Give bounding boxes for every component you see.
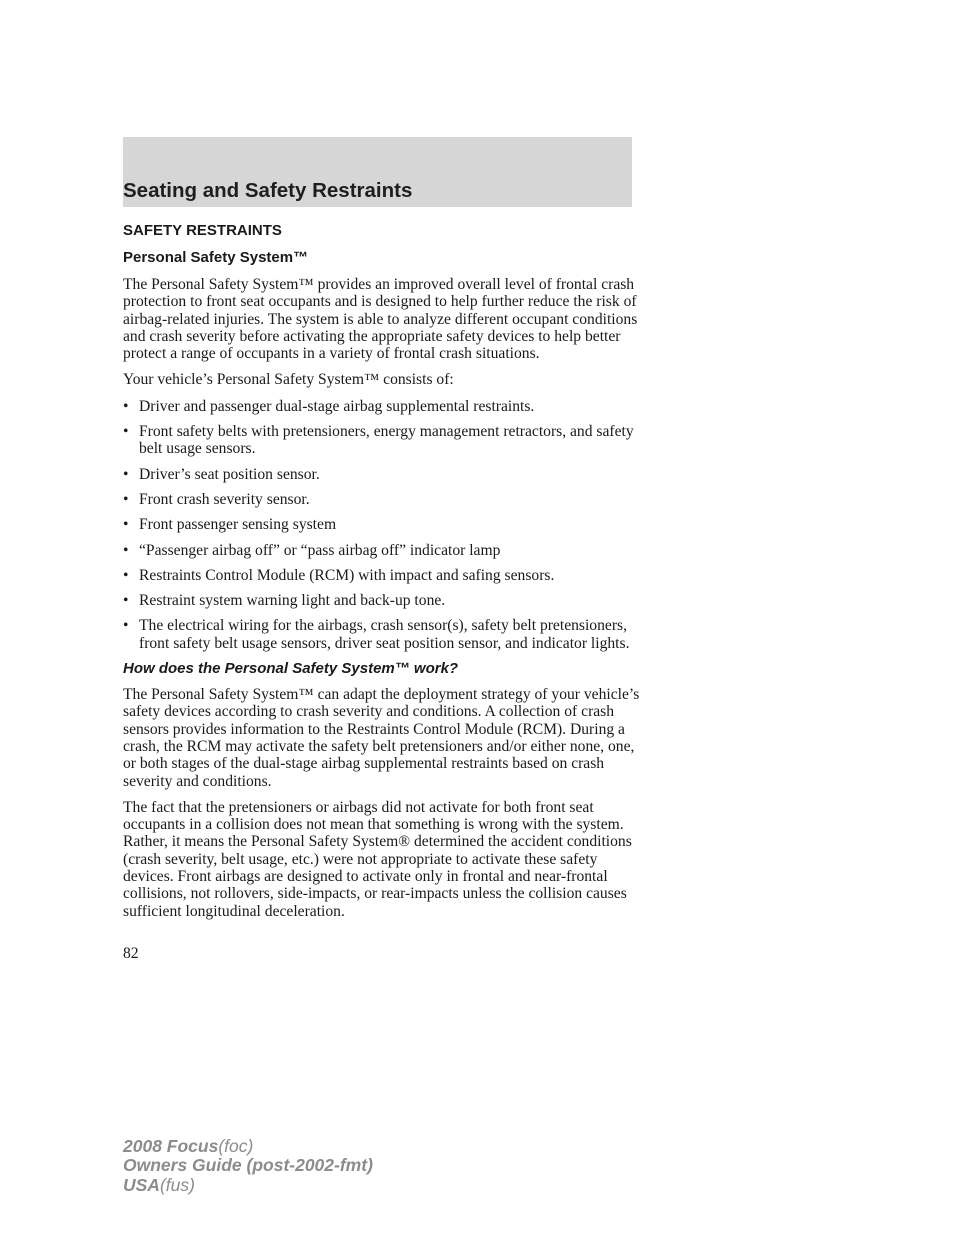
bullet-glyph: •	[123, 397, 129, 415]
bullet-glyph: •	[123, 566, 129, 584]
list-item	[123, 398, 643, 415]
list-item	[123, 466, 643, 483]
footer-guide: Owners Guide (post-2002-fmt)	[123, 1155, 373, 1176]
footer-line-model	[123, 1137, 373, 1156]
list-item-text: Driver’s seat position sensor.	[139, 465, 320, 483]
list-item-text: “Passenger airbag off” or “pass airbag off” indicator lamp	[139, 541, 501, 559]
list-item	[123, 567, 643, 584]
list-item-text: Front safety belts with pretensioners, energy management retractors, and safety belt usage sensors.	[139, 423, 634, 458]
intro-paragraph: The Personal Safety System™ provides an improved overall level of frontal crash protection to front seat occupants and is designed to help further reduce the risk of airbag-related injuries. The system is able to analyze different occupant conditions and crash severity before activating the appropriate safety devices to help better protect a range of occupants in a variety of frontal crash situations.	[123, 276, 638, 363]
list-item-text: Front crash severity sensor.	[139, 490, 310, 508]
bullet-glyph: •	[123, 592, 129, 610]
list-item	[123, 423, 643, 458]
footer-model-code: (foc)	[218, 1136, 254, 1156]
page-content	[123, 222, 643, 929]
list-item-text: Restraint system warning light and back-up tone.	[139, 592, 446, 610]
footer-line-market	[123, 1176, 373, 1195]
how-it-works-paragraph-1: The Personal Safety System™ can adapt the deployment strategy of your vehicle’s safety devices according to crash severity and conditions. A collection of crash sensors provides information to the Restraints Control Module (RCM). During a crash, the RCM may activate the safety belt pretensioners and/or either none, one, or both stages of the dual-stage airbag supplemental restraints based on crash severity and conditions.	[123, 686, 640, 790]
list-item	[123, 491, 643, 508]
list-item	[123, 516, 643, 533]
list-item	[123, 542, 643, 559]
consists-of-paragraph: Your vehicle’s Personal Safety System™ consists of:	[123, 371, 454, 389]
document-footer	[123, 1137, 373, 1195]
bullet-glyph: •	[123, 490, 129, 508]
footer-line-guide	[123, 1156, 373, 1175]
footer-model: 2008 Focus	[123, 1136, 219, 1156]
footer-market-code: (fus)	[159, 1174, 195, 1195]
bullet-glyph: •	[123, 423, 129, 441]
how-it-works-paragraph-2: The fact that the pretensioners or airbags did not activate for both front seat occupants in a collision does not mean that something is wrong with the system. Rather, it means the Personal Safety System® determined the accident conditions (crash severity, belt usage, etc.) were not appropriate to activate these safety devices. Front airbags are designed to activate only in frontal and near-frontal collisions, not rollovers, side-impacts, or rear-impacts unless the collision causes sufficient longitudinal deceleration.	[123, 798, 632, 920]
page-header-band	[123, 137, 632, 207]
section-heading: SAFETY RESTRAINTS	[123, 222, 282, 239]
bullet-glyph: •	[123, 516, 129, 534]
components-list	[123, 398, 643, 652]
list-item-text: Driver and passenger dual-stage airbag supplemental restraints.	[139, 397, 535, 415]
list-item	[123, 592, 643, 609]
chapter-title: Seating and Safety Restraints	[123, 179, 413, 202]
bullet-glyph: •	[123, 617, 129, 635]
how-it-works-heading: How does the Personal Safety System™ work?	[123, 660, 459, 678]
bullet-glyph: •	[123, 465, 129, 483]
list-item-text: The electrical wiring for the airbags, crash sensor(s), safety belt pretensioners, front safety belt usage sensors, driver seat position sensor, and indicator lights.	[139, 617, 630, 652]
section-subheading: Personal Safety System™	[123, 249, 309, 266]
footer-market: USA	[123, 1174, 160, 1195]
bullet-glyph: •	[123, 541, 129, 559]
page-number: 82	[123, 945, 139, 962]
list-item-text: Front passenger sensing system	[139, 516, 337, 534]
list-item-text: Restraints Control Module (RCM) with impact and safing sensors.	[139, 566, 555, 584]
list-item	[123, 617, 643, 652]
